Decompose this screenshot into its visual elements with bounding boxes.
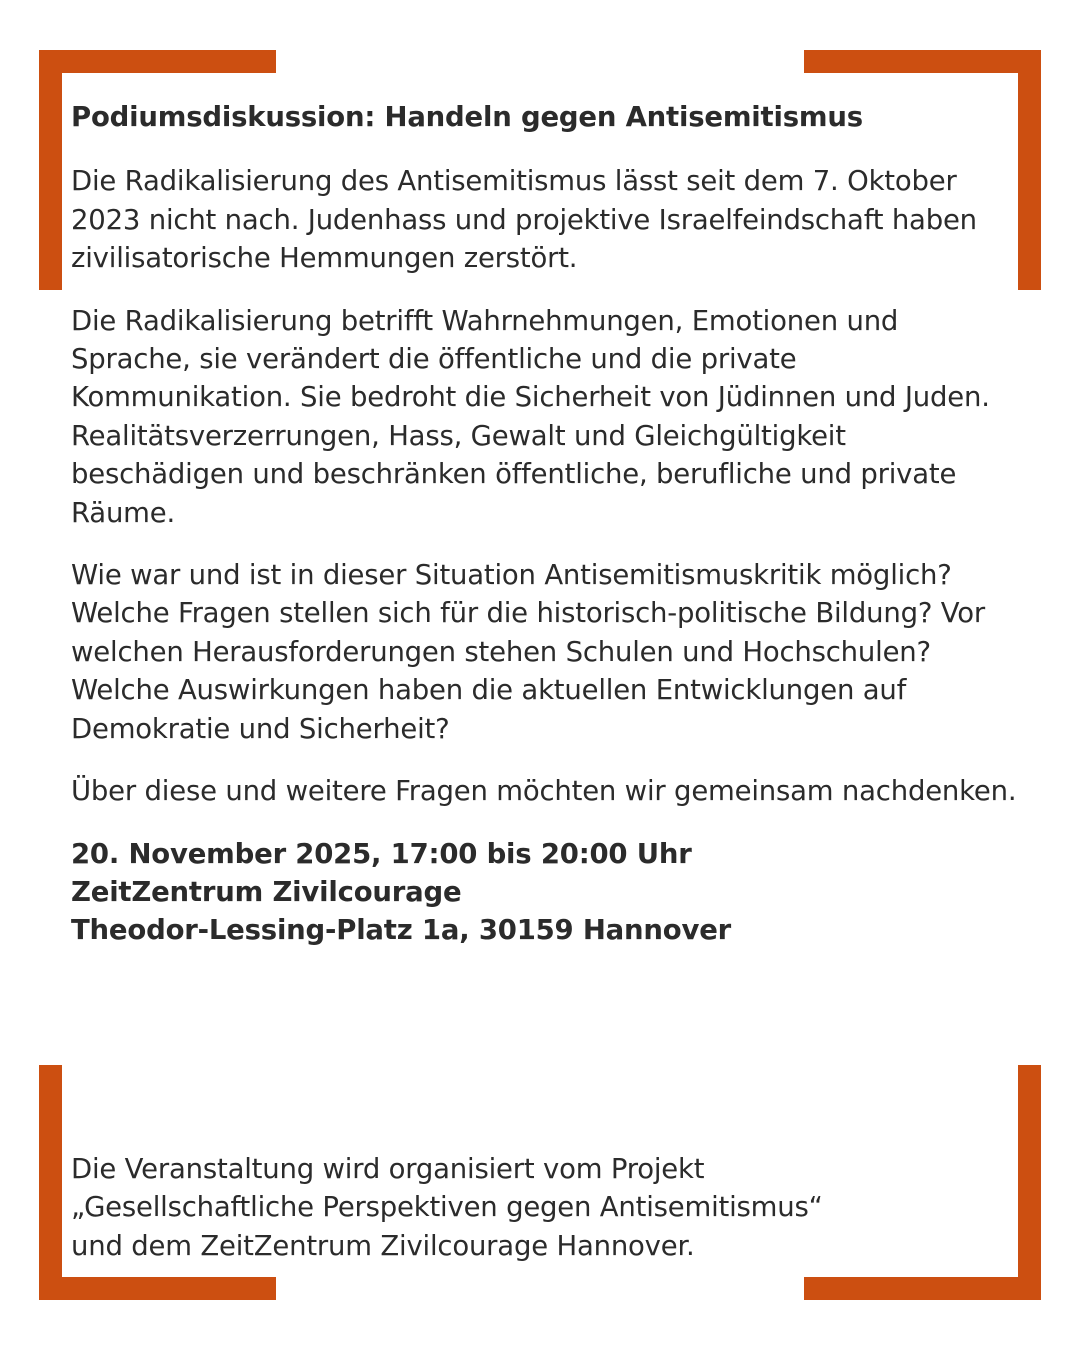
paragraph-invitation: Über diese und weitere Fragen möchten wir gemeinsam nachdenken. (71, 775, 1017, 808)
announcement-body (71, 98, 1021, 950)
event-venue: ZeitZentrum Zivilcourage (71, 875, 462, 908)
organizer-line-1: Die Veranstaltung wird organisiert vom Projekt (71, 1153, 705, 1185)
event-details (71, 835, 1021, 950)
paragraph-intro: Die Radikalisierung des Antisemitismus lässt seit dem 7. Oktober 2023 nicht nach. Judenhass und projektive Israelfeindschaft haben zivilisatorische Hemmungen zerstört. (71, 165, 977, 275)
page-title: Podiumsdiskussion: Handeln gegen Antisemitismus (71, 101, 863, 133)
paragraph-radicalization: Die Radikalisierung betrifft Wahrnehmungen, Emotionen und Sprache, sie verändert die öffentliche und die private Kommunikation. Sie bedroht die Sicherheit von Jüdinnen und Juden. Realitätsverzerrungen, Hass, Gewalt und Gleichgültigkeit beschädigen und beschränken öffentliche, berufliche und private Räume. (71, 304, 990, 529)
bracket-bottom-right-horizontal (804, 1277, 1041, 1300)
organizer-note (71, 1150, 1021, 1265)
bracket-bottom-left-vertical (39, 1065, 62, 1300)
bracket-top-left-vertical (39, 50, 62, 290)
bracket-bottom-left-horizontal (39, 1277, 276, 1300)
event-address: Theodor-Lessing-Platz 1a, 30159 Hannover (71, 914, 732, 947)
paragraph-questions: Wie war und ist in dieser Situation Antisemitismuskritik möglich? Welche Fragen stellen sich für die historisch-politische Bildung? Vor welchen Herausforderungen stehen Schulen und Hochschulen? Welche Auswirkungen haben die aktuellen Entwicklungen auf Demokratie und Sicherheit? (71, 559, 985, 745)
bracket-top-left-horizontal (39, 50, 276, 73)
bracket-top-right-horizontal (804, 50, 1041, 73)
organizer-line-2: „Gesellschaftliche Perspektiven gegen Antisemitismus“ (71, 1191, 823, 1224)
bracket-top-right-vertical (1018, 50, 1041, 290)
organizer-line-3: und dem ZeitZentrum Zivilcourage Hannover. (71, 1229, 695, 1262)
event-datetime: 20. November 2025, 17:00 bis 20:00 Uhr (71, 837, 692, 870)
bracket-bottom-right-vertical (1018, 1065, 1041, 1300)
